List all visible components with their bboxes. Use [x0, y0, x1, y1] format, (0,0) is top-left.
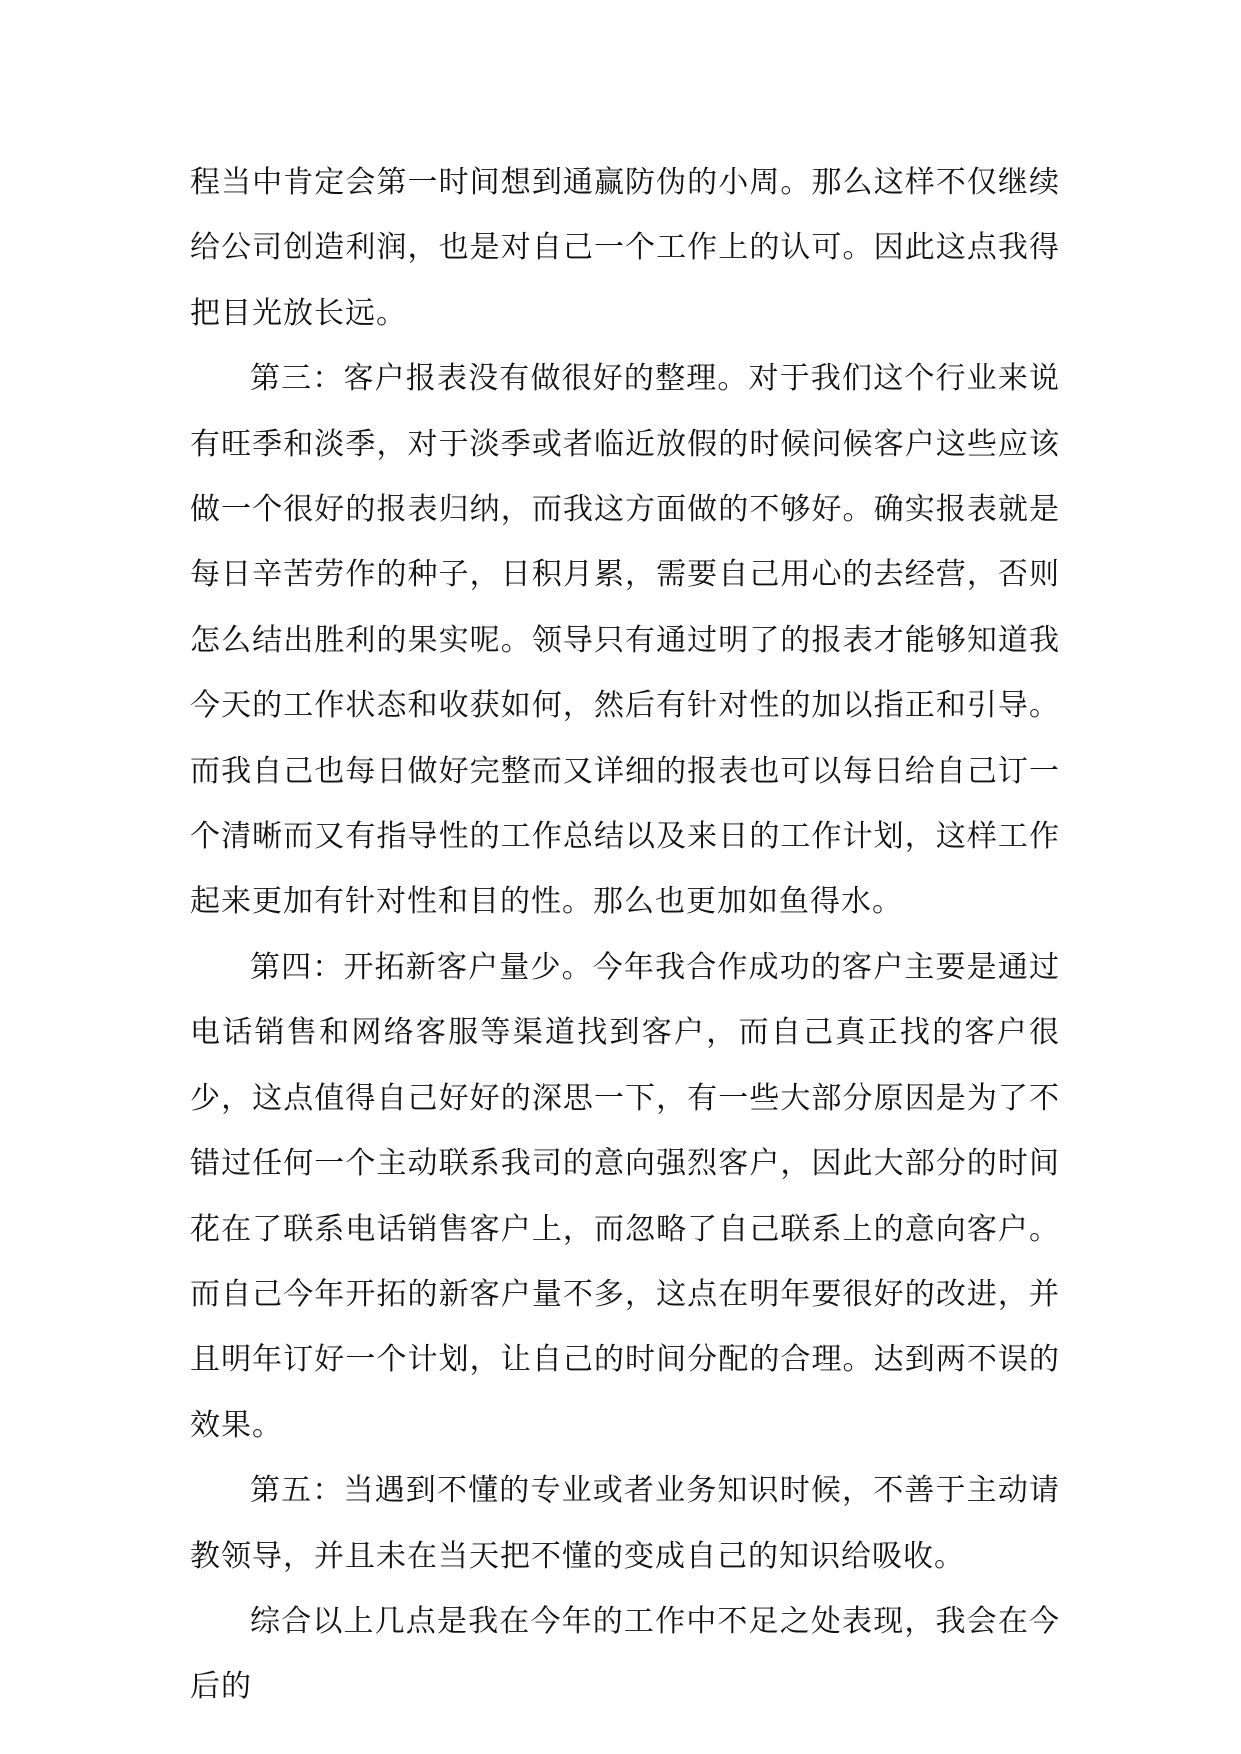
paragraph-point-five: 第五：当遇到不懂的专业或者业务知识时候，不善于主动请教领导，并且未在当天把不懂的变成自己的知识给吸收。 — [190, 1473, 1060, 1574]
paragraph-summary: 综合以上几点是我在今年的工作中不足之处表现，我会在今后的 — [190, 1603, 1060, 1705]
paragraph-point-three: 第三：客户报表没有做很好的整理。对于我们这个行业来说有旺季和淡季，对于淡季或者临近放假的时候问候客户这些应该做一个很好的报表归纳，而我这方面做的不够好。确实报表就是每日辛苦劳作的种子，日积月累，需要自己用心的去经营，否则怎么结出胜利的果实呢。领导只有通过明了的报表才能够知道我今天的工作状态和收获如何，然后有针对性的加以指正和引导。而我自己也每日做好完整而又详细的报表也可以每日给自己订一个清晰而又有指导性的工作总结以及来日的工作计划，这样工作起来更加有针对性和目的性。那么也更加如鱼得水。 — [190, 361, 1060, 920]
paragraph-continuation: 程当中肯定会第一时间想到通赢防伪的小周。那么这样不仅继续给公司创造利润，也是对自己一个工作上的认可。因此这点我得把目光放长远。 — [190, 165, 1060, 331]
document-body — [190, 150, 1060, 1720]
paragraph-point-four: 第四：开拓新客户量少。今年我合作成功的客户主要是通过电话销售和网络客服等渠道找到客户，而自己真正找的客户很少，这点值得自己好好的深思一下，有一些大部分原因是为了不错过任何一个主动联系我司的意向强烈客户，因此大部分的时间花在了联系电话销售客户上，而忽略了自己联系上的意向客户。而自己今年开拓的新客户量不多，这点在明年要很好的改进，并且明年订好一个计划，让自己的时间分配的合理。达到两不误的效果。 — [190, 949, 1060, 1443]
